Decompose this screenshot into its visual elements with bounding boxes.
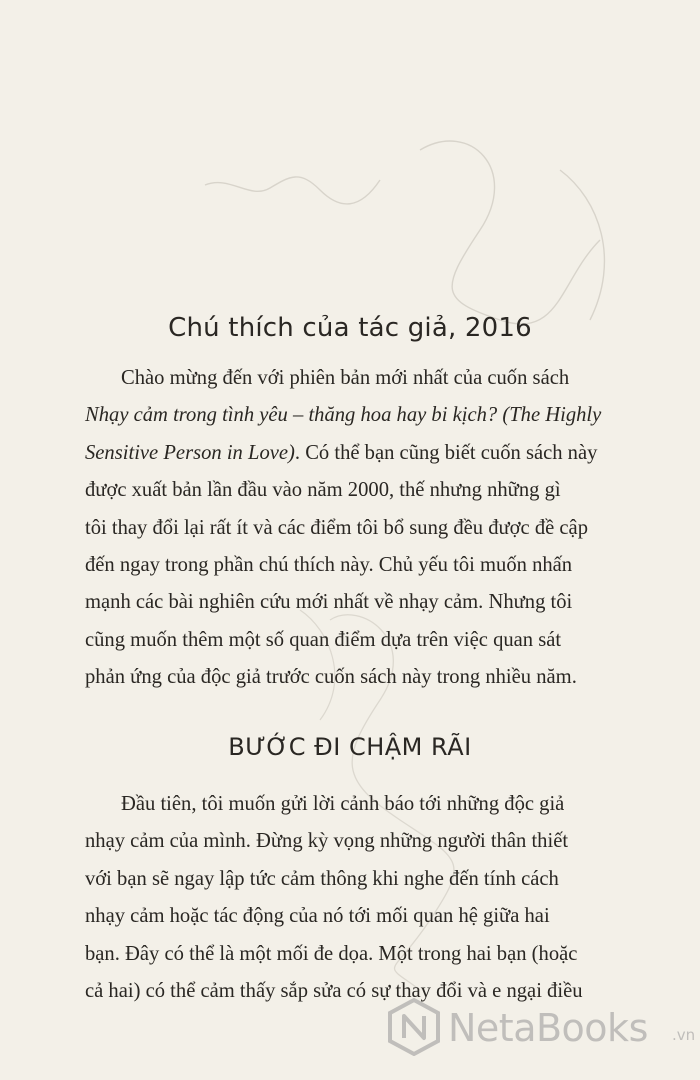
text-line: đến ngay trong phần chú thích này. Chủ yếu tôi muốn nhấn xyxy=(85,554,573,577)
netabooks-logo-icon xyxy=(388,998,440,1056)
text-line: nhạy cảm hoặc tác động của nó tới mối quan hệ giữa hai xyxy=(85,905,550,928)
section-heading-slow-steps: BƯỚC ĐI CHẬM RÃI xyxy=(228,733,472,761)
text-line: nhạy cảm của mình. Đừng kỳ vọng những người thân thiết xyxy=(85,830,569,853)
book-title-italic: Nhạy cảm trong tình yêu – thăng hoa hay bi kịch? (The Highly xyxy=(85,404,602,427)
text-line: được xuất bản lần đầu vào năm 2000, thế nhưng những gì xyxy=(85,479,561,502)
text-line: Đầu tiên, tôi muốn gửi lời cảnh báo tới những độc giả xyxy=(121,793,565,815)
book-title-italic-continued: Sensitive Person in Love) xyxy=(85,441,295,464)
text-line: phản ứng của độc giả trước cuốn sách này trong nhiều năm. xyxy=(85,666,577,689)
text-line: cả hai) có thể cảm thấy sắp sửa có sự thay đổi và e ngại điều xyxy=(85,980,583,1003)
text-line: tôi thay đổi lại rất ít và các điểm tôi bổ sung đều được đề cập xyxy=(85,516,588,539)
text-line-rest: . Có thể bạn cũng biết cuốn sách này xyxy=(294,441,598,464)
watermark-brand: NetaBooks xyxy=(448,1006,648,1050)
paragraph-intro xyxy=(85,360,677,697)
text-line: Chào mừng đến với phiên bản mới nhất của cuốn sách xyxy=(121,367,570,389)
text-line: mạnh các bài nghiên cứu mới nhất về nhạy cảm. Nhưng tôi xyxy=(85,591,573,614)
text-line-italic xyxy=(85,397,677,434)
text-line: với bạn sẽ ngay lập tức cảm thông khi nghe đến tính cách xyxy=(85,867,559,890)
text-line: cũng muốn thêm một số quan điểm dựa trên việc quan sát xyxy=(85,628,562,651)
text-line: bạn. Đây có thể là một mối đe dọa. Một trong hai bạn (hoặc xyxy=(85,942,578,965)
watermark-tld: .vn xyxy=(672,1026,696,1044)
netabooks-watermark xyxy=(388,992,698,1070)
paragraph-warning xyxy=(85,786,677,1010)
text-line xyxy=(85,435,677,472)
section-heading-author-note: Chú thích của tác giả, 2016 xyxy=(168,313,532,343)
